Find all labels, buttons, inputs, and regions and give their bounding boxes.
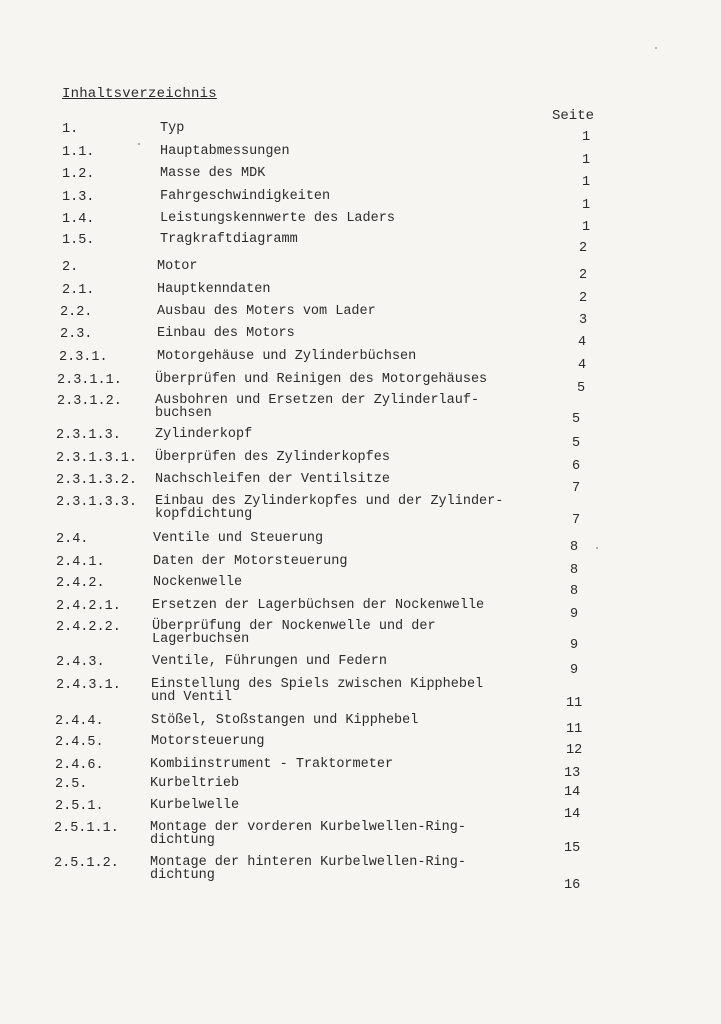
toc-entry-number: 2.3.1.3.1.	[56, 451, 138, 466]
toc-entry-title: Überprüfung der Nockenwelle und der	[152, 619, 436, 634]
toc-entry-title: Motor	[157, 259, 198, 274]
toc-entry-number: 2.5.1.	[55, 799, 104, 814]
toc-entry-title: Einbau des Motors	[157, 326, 295, 341]
toc-entry-number: 2.4.2.	[56, 576, 105, 591]
toc-entry-number: 2.5.1.2.	[54, 856, 119, 871]
toc-entry-page: 2	[579, 241, 588, 256]
toc-entry-title: Montage der hinteren Kurbelwellen-Ring-	[150, 855, 466, 870]
scan-speck	[596, 547, 598, 549]
toc-entry-number: 1.	[62, 122, 79, 137]
toc-entry-title-continued: buchsen	[155, 406, 212, 421]
toc-entry-title: Hauptkenndaten	[157, 282, 271, 297]
toc-entry-number: 1.2.	[62, 167, 95, 182]
toc-entry-number: 2.3.1.3.3.	[56, 495, 138, 510]
toc-entry-number: 2.1.	[62, 283, 95, 298]
toc-entry-number: 2.	[62, 260, 79, 275]
toc-entry-page: 4	[578, 358, 587, 373]
toc-entry-number: 1.1.	[62, 145, 95, 160]
toc-entry-number: 2.2.	[60, 305, 93, 320]
toc-entry-page: 5	[572, 436, 581, 451]
toc-entry-page: 1	[582, 130, 591, 145]
toc-entry-number: 2.4.	[56, 532, 89, 547]
toc-entry-number: 2.5.	[55, 777, 88, 792]
toc-entry-page: 4	[578, 335, 587, 350]
toc-entry-title-continued: dichtung	[150, 833, 215, 848]
toc-entry-number: 2.3.1.	[59, 350, 108, 365]
toc-entry-page: 9	[570, 663, 579, 678]
toc-entry-title: Überprüfen und Reinigen des Motorgehäuses	[155, 372, 488, 387]
toc-entry-title: Leistungskennwerte des Laders	[160, 211, 395, 226]
toc-entry-title: Ausbau des Moters vom Lader	[157, 304, 376, 319]
toc-entry-number: 2.3.1.2.	[57, 394, 122, 409]
toc-entry-title: Motorsteuerung	[151, 734, 265, 749]
toc-entry-title-continued: dichtung	[150, 868, 215, 883]
toc-entry-page: 7	[572, 481, 581, 496]
toc-entry-page: 15	[564, 841, 581, 856]
toc-entry-number: 2.4.4.	[55, 714, 104, 729]
toc-entry-page: 3	[579, 313, 588, 328]
toc-entry-title: Daten der Motorsteuerung	[153, 554, 348, 569]
toc-entry-number: 2.3.1.3.2.	[56, 473, 138, 488]
toc-entry-page: 8	[570, 584, 579, 599]
toc-entry-title-continued: kopfdichtung	[155, 507, 253, 522]
toc-entry-title: Ventile, Führungen und Federn	[152, 654, 387, 669]
toc-entry-title: Kombiinstrument - Traktormeter	[150, 757, 394, 772]
toc-entry-number: 2.4.2.1.	[56, 599, 121, 614]
toc-entry-page: 1	[582, 220, 591, 235]
toc-entry-page: 11	[566, 696, 583, 711]
toc-entry-title: Überprüfen des Zylinderkopfes	[155, 450, 390, 465]
toc-entry-page: 2	[579, 268, 588, 283]
toc-entry-number: 2.5.1.1.	[54, 821, 119, 836]
toc-entry-page: 1	[582, 198, 591, 213]
toc-entry-number: 2.3.1.3.	[56, 428, 121, 443]
toc-entry-number: 1.3.	[62, 190, 95, 205]
toc-entry-title: Hauptabmessungen	[160, 144, 290, 159]
toc-entry-page: 2	[579, 291, 588, 306]
toc-entry-title-continued: Lagerbuchsen	[152, 632, 250, 647]
page-column-label: Seite	[552, 108, 595, 124]
toc-entry-number: 2.4.3.	[56, 655, 105, 670]
toc-entry-page: 8	[570, 563, 579, 578]
toc-entry-page: 12	[566, 743, 583, 758]
toc-entry-page: 9	[570, 638, 579, 653]
toc-entry-title: Typ	[160, 121, 185, 136]
scan-speck	[138, 143, 140, 145]
toc-entry-title: Stößel, Stoßstangen und Kipphebel	[151, 713, 419, 728]
toc-entry-title-continued: und Ventil	[151, 690, 233, 705]
toc-entry-title: Ventile und Steuerung	[153, 531, 324, 546]
toc-entry-page: 13	[564, 766, 581, 781]
toc-entry-title: Nachschleifen der Ventilsitze	[155, 472, 390, 487]
toc-entry-title: Einstellung des Spiels zwischen Kipphebel	[151, 677, 484, 692]
toc-entry-title: Nockenwelle	[153, 575, 243, 590]
toc-entry-title: Kurbelwelle	[150, 798, 240, 813]
toc-entry-page: 9	[570, 607, 579, 622]
toc-entry-number: 2.3.1.1.	[57, 373, 122, 388]
toc-entry-page: 16	[564, 878, 581, 893]
toc-entry-number: 2.4.6.	[55, 758, 104, 773]
toc-entry-number: 2.4.2.2.	[56, 620, 121, 635]
toc-entry-title: Kurbeltrieb	[150, 776, 240, 791]
toc-entry-page: 14	[564, 785, 581, 800]
toc-entry-title: Ersetzen der Lagerbüchsen der Nockenwelle	[152, 598, 485, 613]
toc-entry-title: Einbau des Zylinderkopfes und der Zylinder-	[155, 494, 504, 509]
toc-entry-page: 14	[564, 807, 581, 822]
toc-entry-number: 2.4.3.1.	[56, 678, 121, 693]
toc-entry-page: 6	[572, 459, 581, 474]
toc-entry-page: 1	[582, 175, 591, 190]
toc-entry-page: 8	[570, 540, 579, 555]
toc-entry-title: Masse des MDK	[160, 166, 266, 181]
toc-entry-number: 1.5.	[62, 233, 95, 248]
toc-entry-page: 5	[577, 381, 586, 396]
toc-entry-title: Motorgehäuse und Zylinderbüchsen	[157, 349, 417, 364]
toc-entry-title: Fahrgeschwindigkeiten	[160, 189, 331, 204]
toc-entry-page: 1	[582, 153, 591, 168]
toc-entry-number: 2.3.	[60, 327, 93, 342]
toc-entry-title: Ausbohren und Ersetzen der Zylinderlauf-	[155, 393, 480, 408]
toc-entry-title: Tragkraftdiagramm	[160, 232, 298, 247]
toc-entry-number: 1.4.	[62, 212, 95, 227]
toc-entry-page: 7	[572, 513, 581, 528]
toc-entry-page: 5	[572, 412, 581, 427]
toc-entry-page: 11	[566, 722, 583, 737]
scan-speck	[655, 47, 657, 49]
toc-entry-number: 2.4.5.	[55, 735, 104, 750]
toc-entry-title: Montage der vorderen Kurbelwellen-Ring-	[150, 820, 466, 835]
toc-entry-number: 2.4.1.	[56, 555, 105, 570]
toc-entry-title: Zylinderkopf	[155, 427, 253, 442]
toc-heading: Inhaltsverzeichnis	[62, 86, 217, 102]
